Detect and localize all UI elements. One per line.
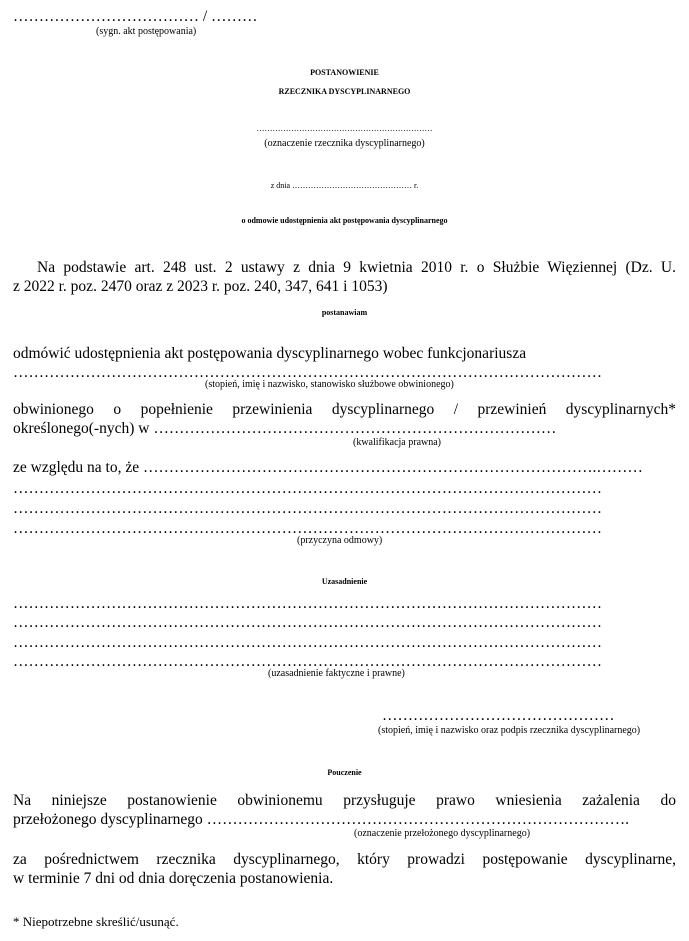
- label-uzasadnienie: (uzasadnienie faktyczne i prawne): [268, 668, 405, 679]
- signature-line: ………………………………………: [382, 707, 615, 724]
- label-przyczyna: (przyczyna odmowy): [297, 535, 383, 546]
- uzasadnienie-dots-4: ……………………………………………………………………………………………………: [13, 653, 602, 670]
- subject: o odmowie udostępnienia akt postępowania dyscyplinarnego: [241, 216, 448, 225]
- decision-line-5: ze względu na to, że …………………………………………………………………………….………: [13, 459, 643, 476]
- rzecznik-label: (oznaczenie rzecznika dyscyplinarnego): [264, 138, 425, 149]
- legal-basis-line-2: z 2022 r. poz. 2470 oraz z 2023 r. poz. 240, 347, 641 i 1053): [13, 278, 388, 295]
- decision-line-1: odmówić udostępnienia akt postępowania dyscyplinarnego wobec funkcjonariusza: [13, 345, 527, 362]
- postanawiam-heading: postanawiam: [321, 308, 368, 317]
- sygn-line: ……………………………… / ………: [13, 8, 258, 25]
- legal-basis-line-1: Na podstawie art. 248 ust. 2 ustawy z dnia 9 kwietnia 2010 r. o Służbie Więziennej (Dz. U.: [37, 259, 676, 276]
- pouczenie-line-4: w terminie 7 dni od dnia doręczenia postanowienia.: [13, 870, 334, 887]
- date-suffix: r.: [414, 181, 419, 190]
- uzasadnienie-dots-2: ……………………………………………………………………………………………………: [13, 614, 602, 631]
- pouczenie-line-2: przełożonego dyscyplinarnego ……………………………………………………………………….: [13, 811, 630, 828]
- decision-line-4: określonego(-nych) w ……………………………………………………………………: [13, 420, 557, 437]
- label-przelozony: (oznaczenie przełożonego dyscyplinarnego): [354, 828, 531, 839]
- footnote: * Niepotrzebne skreślić/usunąć.: [13, 914, 179, 929]
- uzasadnienie-dots-3: ……………………………………………………………………………………………………: [13, 634, 602, 651]
- signature-label: (stopień, imię i nazwisko oraz podpis rzecznika dyscyplinarnego): [378, 725, 641, 736]
- reason-dots-2: ……………………………………………………………………………………………………: [13, 500, 602, 517]
- decision-dots-funkcjonariusz: ……………………………………………………………………………………………………: [13, 364, 602, 381]
- reason-dots-1: ……………………………………………………………………………………………………: [13, 480, 602, 497]
- date-dots: ………………………………………: [292, 181, 413, 190]
- label-funkcjonariusz: (stopień, imię i nazwisko, stanowisko służbowe obwinionego): [205, 379, 454, 390]
- title-line-1: POSTANOWIENIE: [310, 68, 379, 77]
- pouczenie-line-1: Na niniejsze postanowienie obwinionemu przysługuje prawo wniesienia zażalenia do: [13, 792, 676, 809]
- date-line: [0, 176, 689, 196]
- uzasadnienie-dots-1: ……………………………………………………………………………………………………: [13, 595, 602, 612]
- sygn-label: (sygn. akt postępowania): [96, 26, 197, 37]
- title-line-2: RZECZNIKA DYSCYPLINARNEGO: [278, 87, 411, 96]
- pouczenie-line-3: za pośrednictwem rzecznika dyscyplinarnego, który prowadzi postępowanie dyscyplinarne,: [13, 851, 676, 868]
- pouczenie-heading: Pouczenie: [327, 768, 362, 777]
- rzecznik-line: …………………………………………………………: [256, 124, 433, 133]
- decision-line-3: obwinionego o popełnienie przewinienia dyscyplinarnego / przewinień dyscyplinarnych*: [13, 401, 676, 418]
- date-prefix: z dnia: [270, 181, 291, 190]
- uzasadnienie-heading: Uzasadnienie: [321, 577, 368, 586]
- label-kwalifikacja: (kwalifikacja prawna): [353, 437, 442, 448]
- reason-dots-3: ……………………………………………………………………………………………………: [13, 520, 602, 537]
